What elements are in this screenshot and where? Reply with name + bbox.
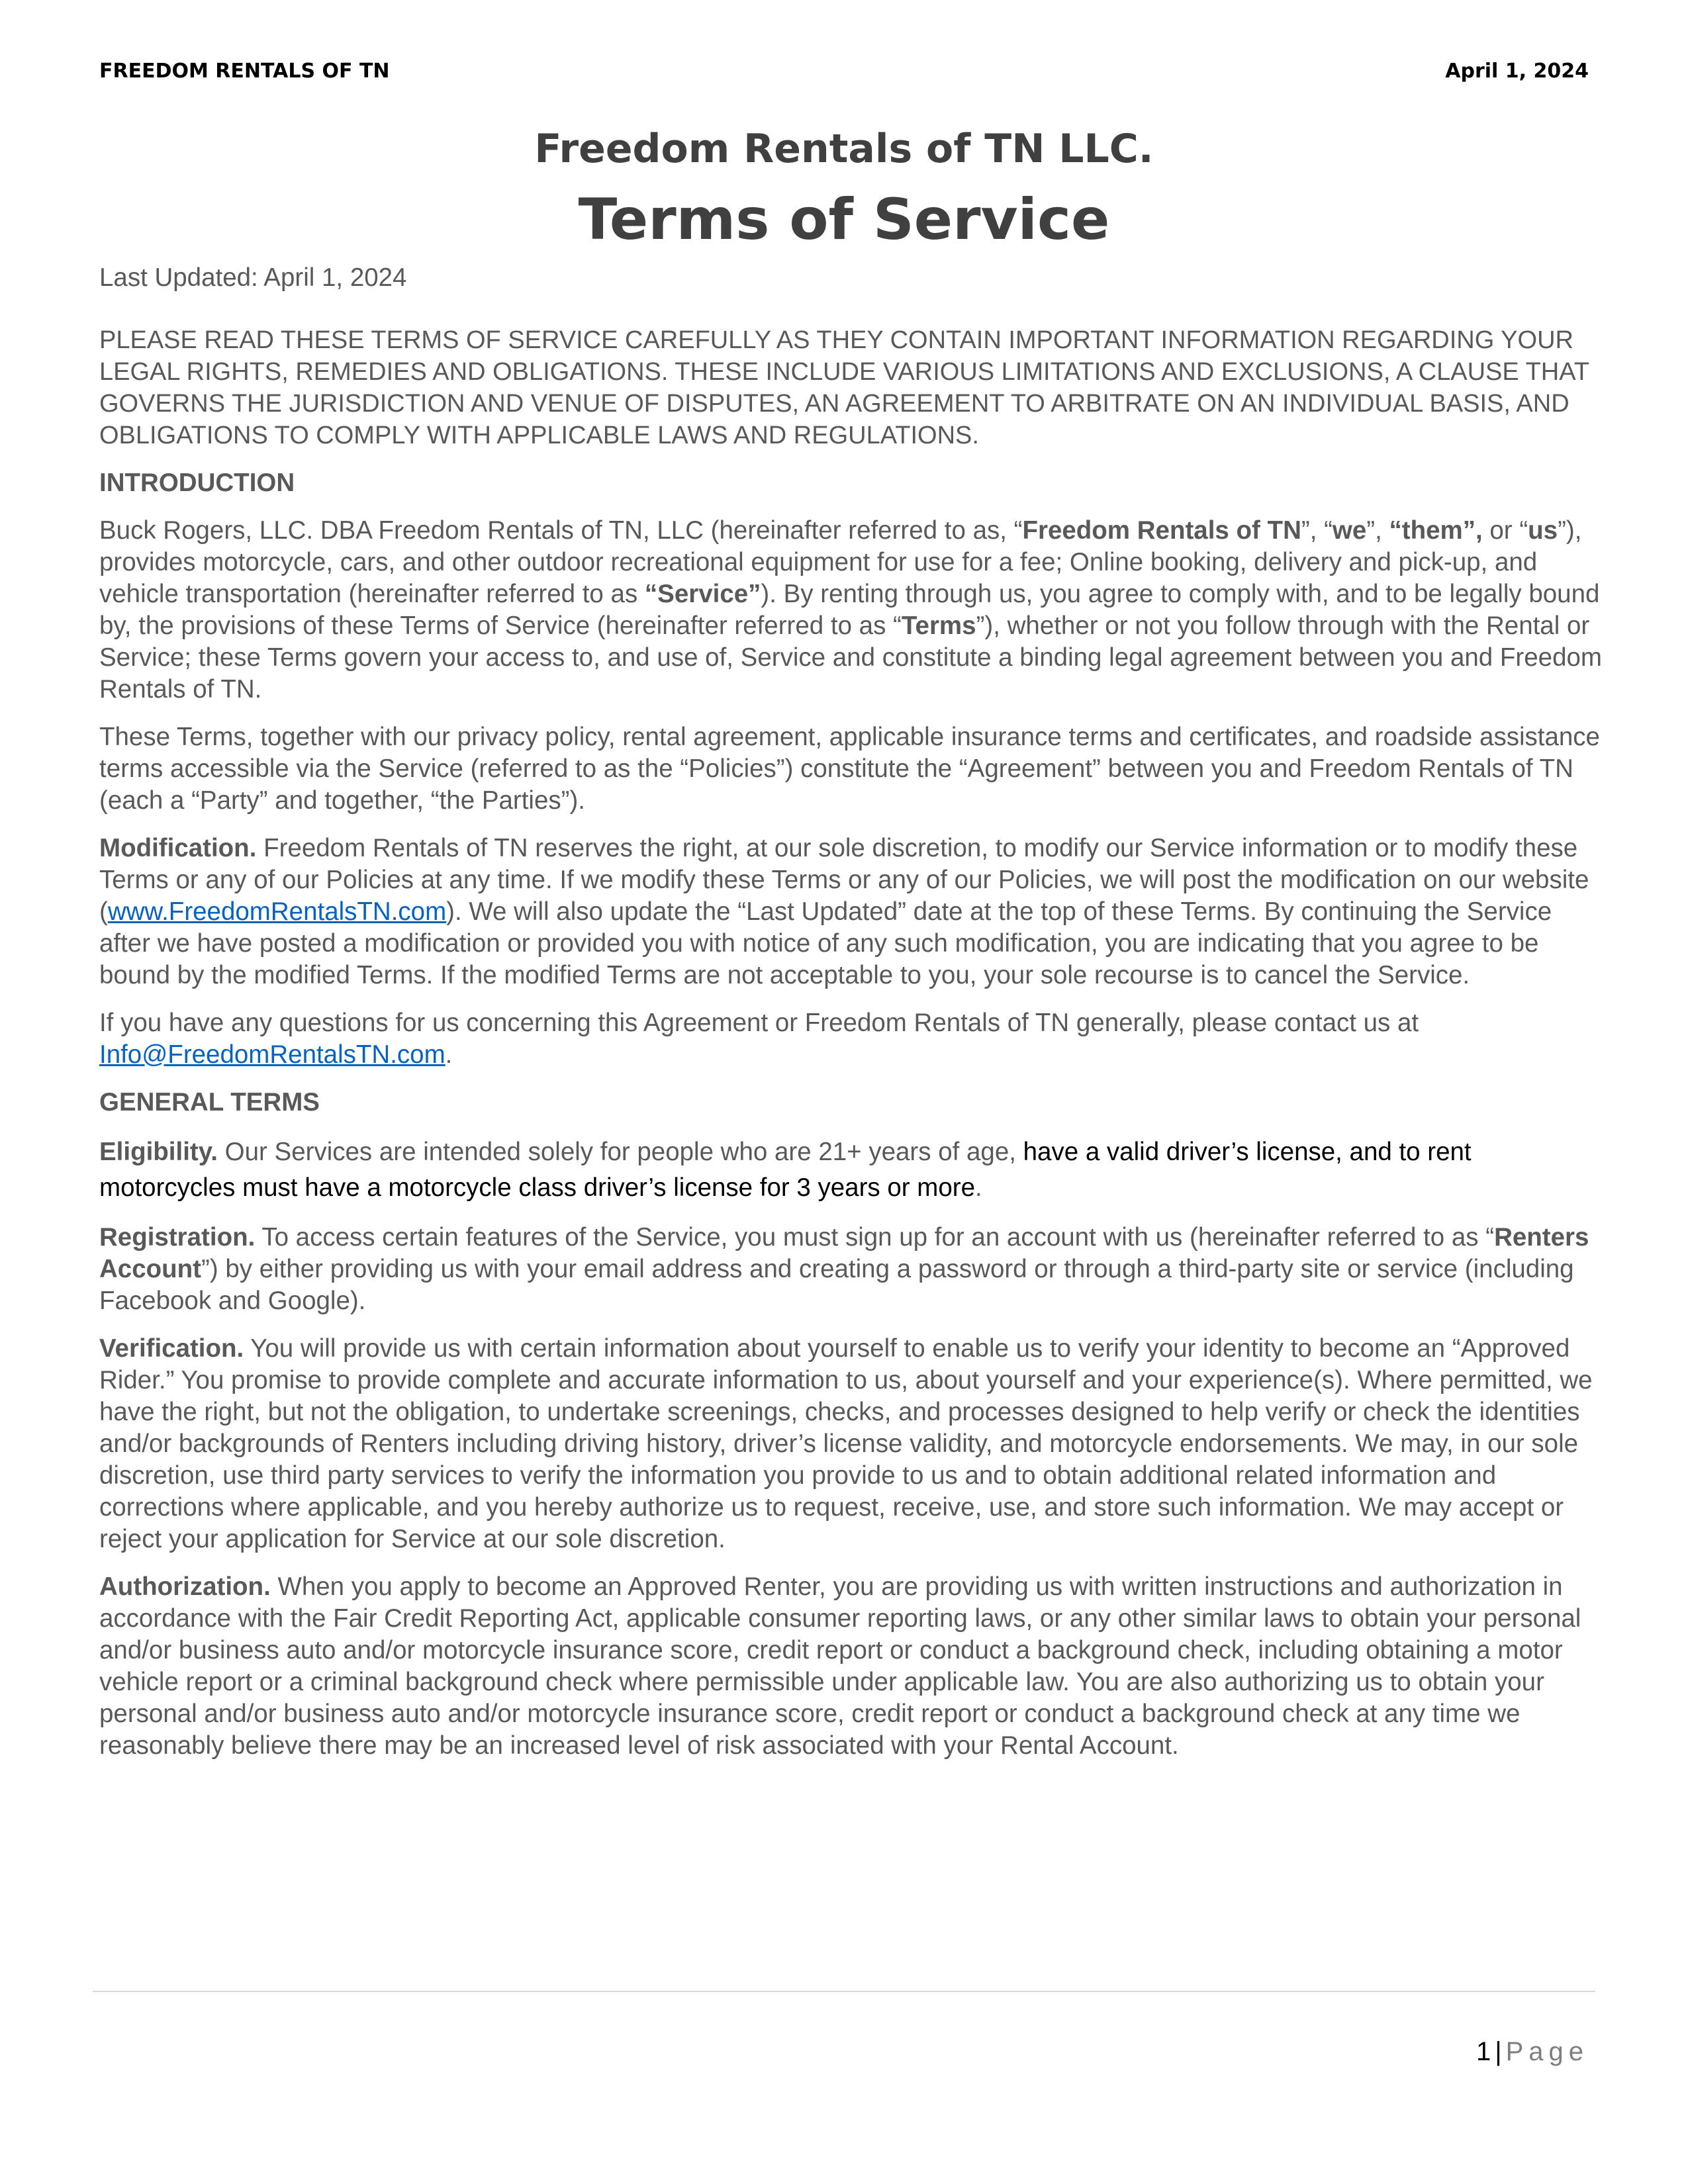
section-heading-general-terms: GENERAL TERMS — [99, 1088, 320, 1116]
eligibility-lead: Eligibility. — [99, 1138, 218, 1166]
last-updated: Last Updated: April 1, 2024 — [99, 263, 407, 292]
contact-paragraph: If you have any questions for us concerning this Agreement or Freedom Rentals of TN generally, please contact us at Info@FreedomRentalsTN.com. — [99, 1009, 1419, 1069]
legal-notice: PLEASE READ THESE TERMS OF SERVICE CAREFULLY AS THEY CONTAIN IMPORTANT INFORMATION REGARDING YOUR LEGAL RIGHTS, REMEDIES AND OBLIGATIONS. THESE INCLUDE VARIOUS LIMITATIONS AND EXCLUSIONS, A CLAUSE THAT GOVERNS THE JURISDICTION AND VENUE OF DISPUTES, AN AGREEMENT TO ARBITRATE ON AN INDIVIDUAL BASIS, AND OBLIGATIONS TO COMPLY WITH APPLICABLE LAWS AND REGULATIONS. — [99, 326, 1589, 449]
verification-lead: Verification. — [99, 1334, 244, 1363]
website-link[interactable]: www.FreedomRentalsTN.com — [107, 897, 447, 926]
header-company: FREEDOM RENTALS OF TN — [99, 60, 390, 83]
authorization-lead: Authorization. — [99, 1572, 271, 1601]
registration-paragraph: Registration. To access certain features of the Service, you must sign up for an account with us (hereinafter referred to as “Renters Account”) by either providing us with your email address and creating a password or through a third-party site or service (including Facebook and Google). — [99, 1223, 1589, 1315]
email-link[interactable]: Info@FreedomRentalsTN.com — [99, 1040, 445, 1069]
verification-paragraph: Verification. You will provide us with certain information about yourself to enable us to verify your identity to become an “Approved Rider.” You promise to provide complete and accurate information to us, about yourself and your experience(s). Where permitted, we have the right, but not the obligation, to undertake screenings, checks, and processes designed to help verify or check the identities and/or backgrounds of Renters including driving history, driver’s license validity, and motorcycle endorsements. We may, in our sole discretion, use third party services to verify the information you provide to us and to obtain additional related information and corrections where applicable, and you hereby authorize us to request, receive, use, and store such information. We may accept or reject your application for Service at our sole discretion. — [99, 1334, 1593, 1553]
policies-paragraph: These Terms, together with our privacy policy, rental agreement, applicable insurance terms and certificates, and roadside assistance terms accessible via the Service (referred to as the “Policies”) constitute the “Agreement” between you and Freedom Rentals of TN (each a “Party” and together, “the Parties”). — [99, 723, 1600, 815]
intro-paragraph: Buck Rogers, LLC. DBA Freedom Rentals of TN, LLC (hereinafter referred to as, “Freedom Rentals of TN”, “we”, “them”, or “us”), provides motorcycle, cars, and other outdoor recreational equipment for use for a fee; Online booking, delivery and pick-up, and vehicle transportation (hereinafter referred to as “Service”). By renting through us, you agree to comply with, and to be legally bound by, the provisions of these Terms of Service (hereinafter referred to as “Terms”), whether or not you follow through with the Rental or Service; these Terms govern your access to, and use of, Service and constitute a binding legal agreement between you and Freedom Rentals of TN. — [99, 516, 1602, 704]
header-date: April 1, 2024 — [1445, 60, 1589, 83]
page-number: 1 | Page — [1476, 2037, 1589, 2066]
company-name: Freedom Rentals of TN LLC. — [534, 126, 1154, 172]
eligibility-paragraph: Eligibility. Our Services are intended solely for people who are 21+ years of age, have a valid driver’s license, and to rent motorcycles must have a motorcycle class driver’s license for 3 years or more. — [99, 1138, 1472, 1202]
modification-lead: Modification. — [99, 834, 257, 862]
document-body — [99, 262, 1602, 1778]
modification-paragraph: Modification. Freedom Rentals of TN reserves the right, at our sole discretion, to modify our Service information or to modify these Terms or any of our Policies at any time. If we modify these Terms or any of our Policies, we will post the modification on our website (www.FreedomRentalsTN.com). We will also update the “Last Updated” date at the top of these Terms. By continuing the Service after we have posted a modification or provided you with notice of any such modification, you are indicating that you agree to be bound by the modified Terms. If the modified Terms are not acceptable to you, your sole recourse is to cancel the Service. — [99, 834, 1589, 989]
document-title: Terms of Service — [578, 187, 1110, 253]
footer-divider — [93, 1991, 1595, 1992]
authorization-paragraph: Authorization. When you apply to become an Approved Renter, you are providing us with written instructions and authorization in accordance with the Fair Credit Reporting Act, applicable consumer reporting laws, or any other similar laws to obtain your personal and/or business auto and/or motorcycle insurance score, credit report or conduct a background check, including obtaining a motor vehicle report or a criminal background check where permissible under applicable law. You are also authorizing us to obtain your personal and/or business auto and/or motorcycle insurance score, credit report or conduct a background check at any time we reasonably believe there may be an increased level of risk associated with your Rental Account. — [99, 1572, 1581, 1760]
registration-lead: Registration. — [99, 1223, 256, 1251]
section-heading-introduction: INTRODUCTION — [99, 469, 295, 497]
